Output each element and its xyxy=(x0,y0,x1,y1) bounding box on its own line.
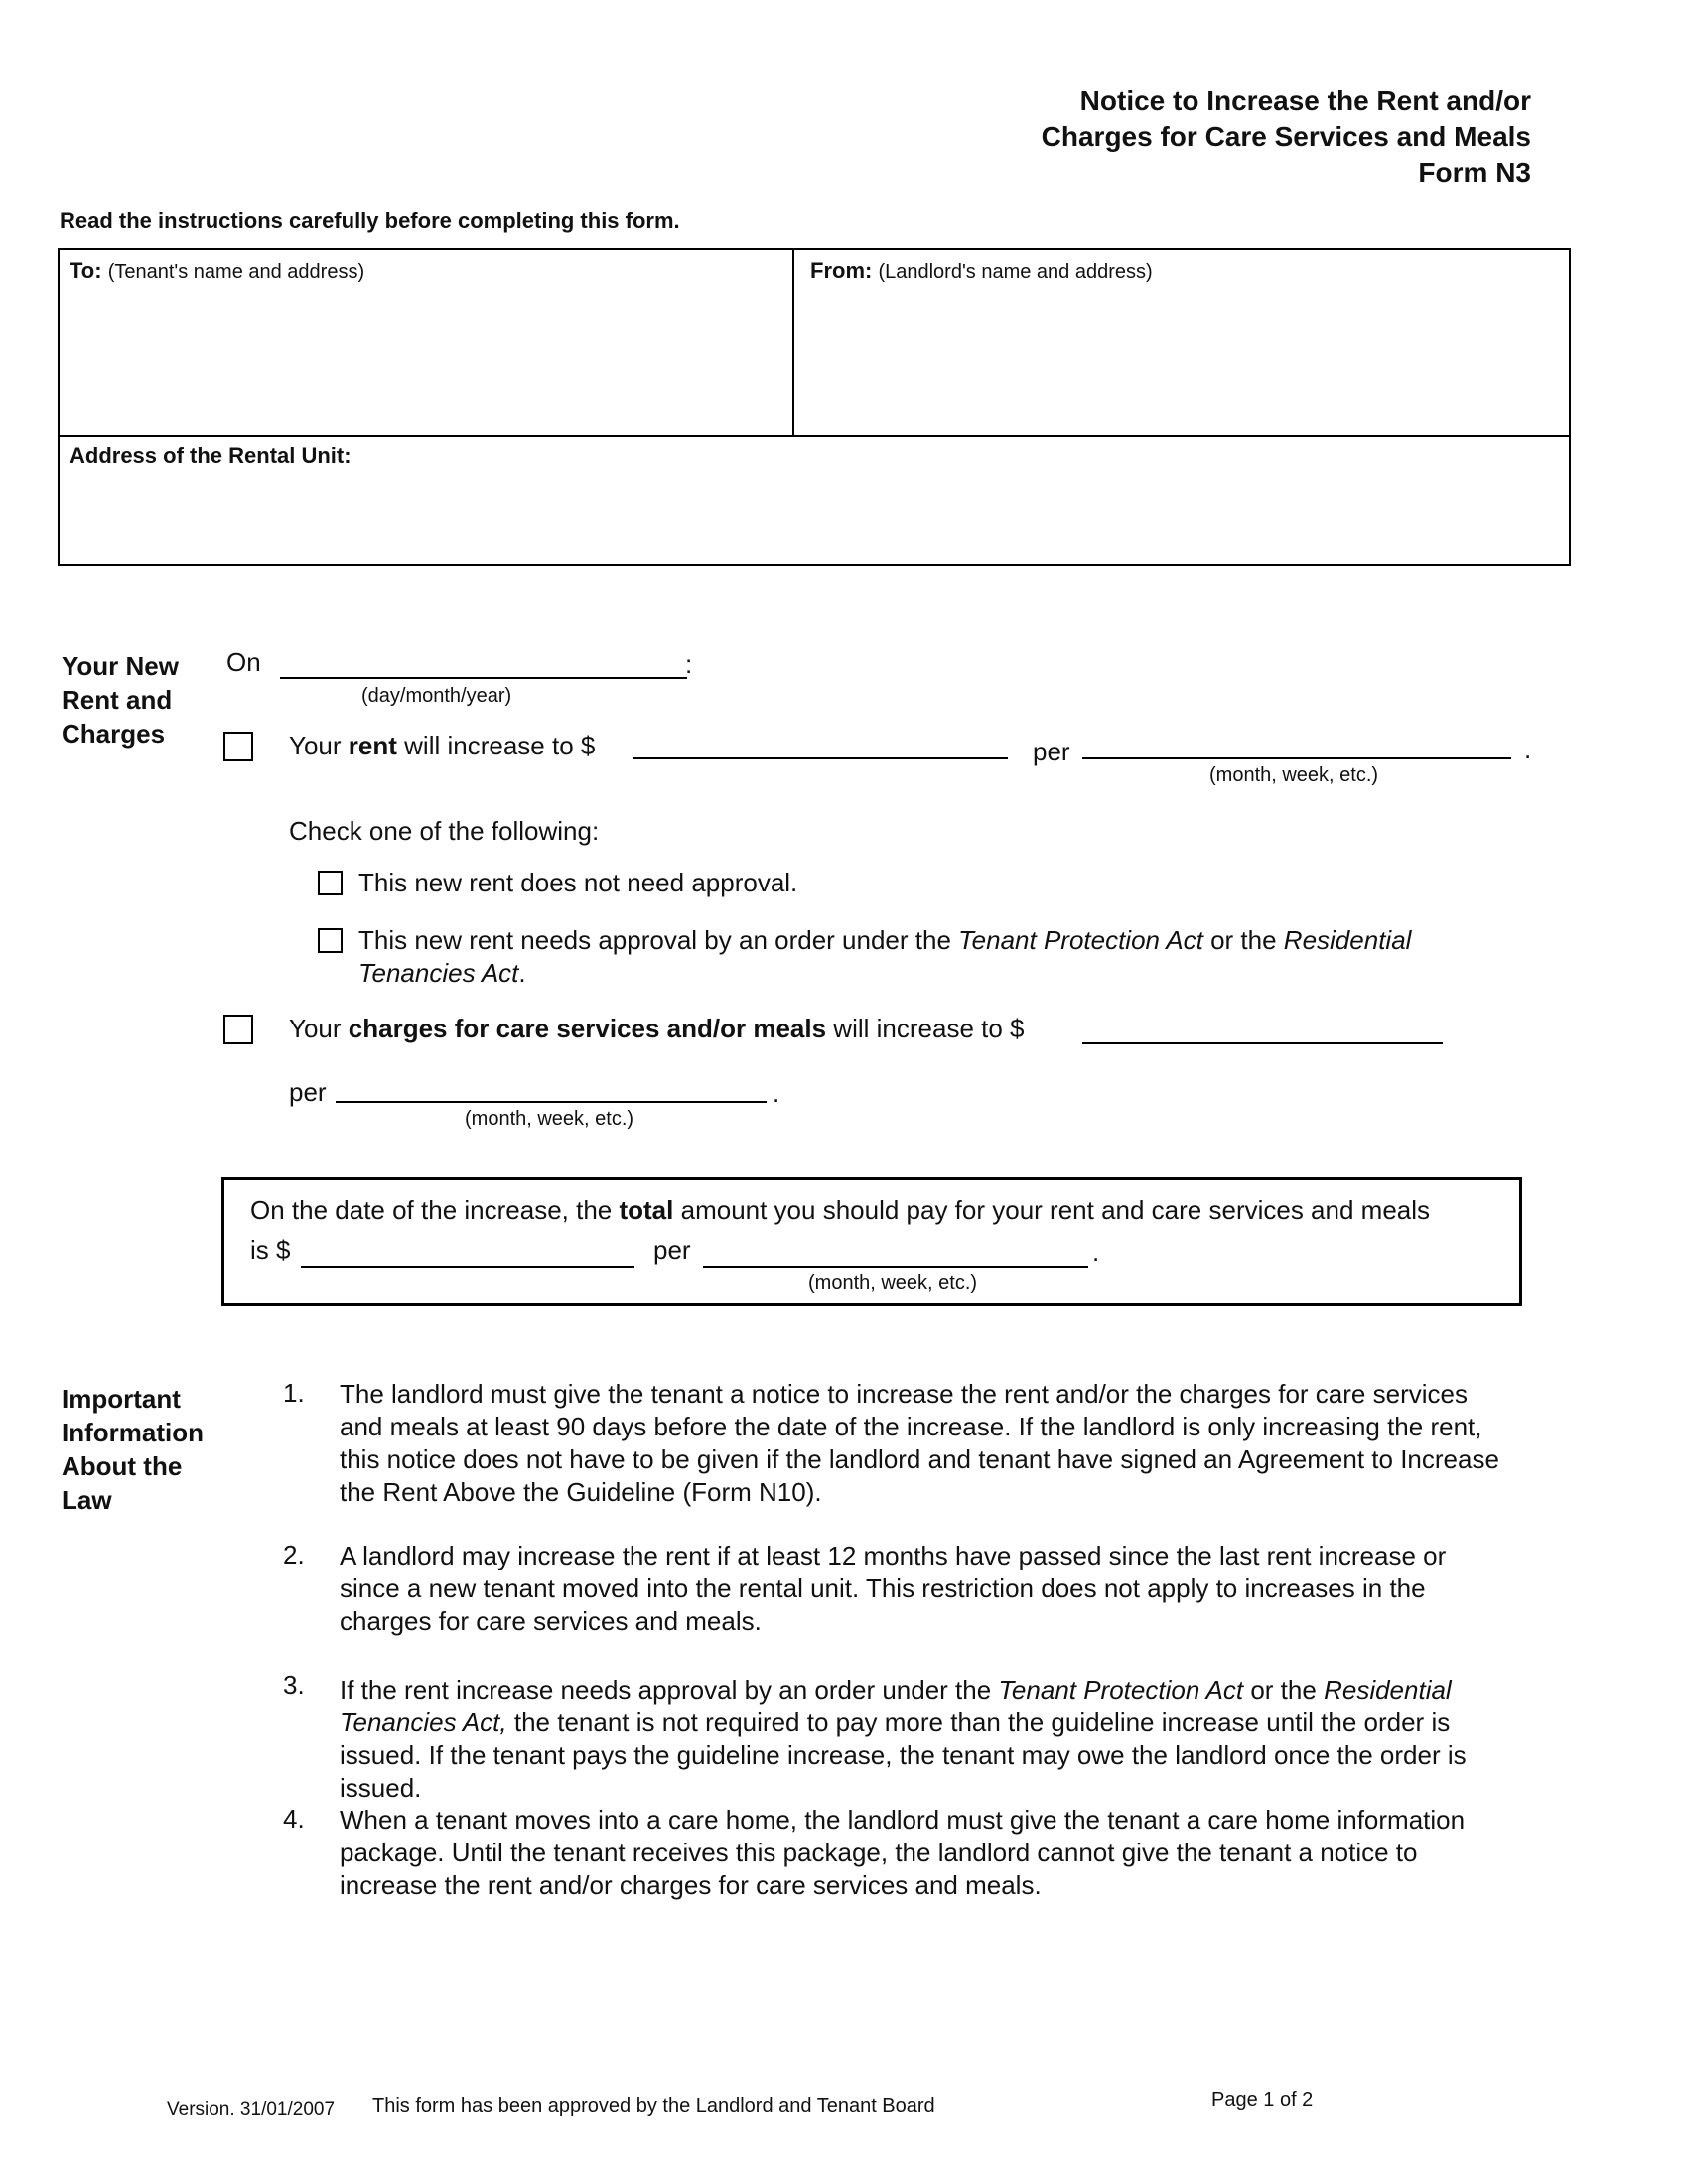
total-per-label: per xyxy=(653,1235,691,1265)
needs-approval-act1: Tenant Protection Act xyxy=(958,925,1203,955)
check-one-label: Check one of the following: xyxy=(289,816,600,846)
item-4-number: 4. xyxy=(283,1804,305,1834)
item-3-line-3: issued. If the tenant pays the guideline increase, the tenant may owe the landlord once the order is xyxy=(340,1740,1467,1770)
charges-increase-checkbox[interactable] xyxy=(223,1015,253,1044)
tenant-field[interactable] xyxy=(60,250,794,437)
section-title-important-line-3: About the xyxy=(62,1451,183,1481)
total-period-hint: (month, week, etc.) xyxy=(808,1272,978,1294)
needs-approval-text-line-1 xyxy=(358,925,1411,956)
rent-suffix: will increase to $ xyxy=(404,731,596,760)
item-3-prefix: If the rent increase needs approval by an order under the xyxy=(340,1675,992,1705)
item-3-act2a: Residential xyxy=(1324,1675,1452,1705)
charges-period-input[interactable] xyxy=(336,1101,767,1103)
section-title-important-line-4: Law xyxy=(62,1485,112,1515)
item-4-line-1: When a tenant moves into a care home, the landlord must give the tenant a care home information xyxy=(340,1805,1466,1835)
total-bold: total xyxy=(619,1195,674,1225)
charges-increase-text xyxy=(289,1014,1025,1044)
item-2-line-2: since a new tenant moved into the rental unit. This restriction does not apply to increases in the xyxy=(340,1573,1426,1603)
needs-approval-act2a: Residential xyxy=(1283,925,1412,955)
charges-bold: charges for care services and/or meals xyxy=(348,1014,827,1043)
section-title-important-line-2: Information xyxy=(62,1418,204,1447)
total-text-line-1 xyxy=(250,1195,1430,1226)
form-title-line-1: Notice to Increase the Rent and/or xyxy=(1079,85,1531,116)
item-3-text xyxy=(340,1674,1581,1805)
item-3-line-1 xyxy=(340,1674,1581,1706)
item-1-line-2: and meals at least 90 days before the date of the increase. If the landlord is only increasing the rent, xyxy=(340,1412,1482,1441)
item-4-line-3: increase the rent and/or charges for care services and meals. xyxy=(340,1870,1042,1900)
date-colon: : xyxy=(685,649,693,679)
charges-per-label: per xyxy=(289,1077,327,1107)
item-4-line-2: package. Until the tenant receives this package, the landlord cannot give the tenant a notice to xyxy=(340,1838,1418,1867)
form-title-line-2: Charges for Care Services and Meals xyxy=(1041,121,1531,152)
section-title-new-rent-line-3: Charges xyxy=(62,719,166,749)
needs-approval-end: . xyxy=(518,958,526,988)
item-2-line-3: charges for care services and meals. xyxy=(340,1606,762,1636)
form-id: Form N3 xyxy=(1418,157,1531,188)
rent-increase-text xyxy=(289,731,595,761)
rent-per-label: per xyxy=(1033,737,1070,766)
on-label: On xyxy=(226,647,261,677)
item-1-number: 1. xyxy=(283,1378,305,1408)
section-title-important-line-1: Important xyxy=(62,1384,181,1414)
section-title-new-rent xyxy=(62,649,179,751)
total-suffix: amount you should pay for your rent and care services and meals xyxy=(680,1195,1431,1225)
item-3-act2b: Tenancies Act, xyxy=(340,1707,507,1737)
section-title-new-rent-line-1: Your New xyxy=(62,651,179,681)
item-3-act1: Tenant Protection Act xyxy=(998,1675,1244,1705)
charges-period-hint: (month, week, etc.) xyxy=(465,1108,634,1130)
from-hint: (Landlord's name and address) xyxy=(878,261,1153,283)
item-2-number: 2. xyxy=(283,1540,305,1570)
instructions-text: Read the instructions carefully before completing this form. xyxy=(60,208,680,233)
section-title-important xyxy=(62,1382,204,1517)
section-title-new-rent-line-2: Rent and xyxy=(62,685,173,715)
no-approval-text: This new rent does not need approval. xyxy=(358,868,798,897)
from-label: From: xyxy=(810,258,873,283)
item-3-line-4: issued. xyxy=(340,1773,422,1803)
item-3-or: or the xyxy=(1250,1675,1317,1705)
rent-bold: rent xyxy=(348,731,397,760)
total-prefix: On the date of the increase, the xyxy=(250,1195,613,1225)
total-period-input[interactable] xyxy=(703,1266,1088,1268)
item-1-line-3: this notice does not have to be given if the landlord and tenant have signed an Agreement to Increase xyxy=(340,1444,1499,1474)
charges-suffix: will increase to $ xyxy=(833,1014,1025,1043)
needs-approval-act2b: Tenancies Act xyxy=(358,958,519,988)
total-is-label: is $ xyxy=(250,1235,291,1265)
parties-box xyxy=(58,248,1571,566)
rent-period-input[interactable] xyxy=(1082,757,1511,759)
item-2-text xyxy=(340,1540,1581,1638)
item-3-line-2 xyxy=(340,1706,1581,1739)
needs-approval-text-line-2 xyxy=(358,958,526,989)
item-1-text xyxy=(340,1378,1581,1509)
item-1-line-1: The landlord must give the tenant a notice to increase the rent and/or the charges for care services xyxy=(340,1379,1468,1409)
rental-unit-address-field[interactable] xyxy=(60,437,1569,564)
total-amount-input[interactable] xyxy=(301,1266,634,1268)
item-2-line-1: A landlord may increase the rent if at least 12 months have passed since the last rent increase or xyxy=(340,1541,1447,1570)
rent-prefix: Your xyxy=(289,731,342,760)
charges-period-end: . xyxy=(773,1078,780,1108)
item-1-line-4: the Rent Above the Guideline (Form N10). xyxy=(340,1477,822,1507)
rent-period-end: . xyxy=(1524,735,1532,764)
footer-page-number: Page 1 of 2 xyxy=(1211,2089,1314,2111)
needs-approval-or: or the xyxy=(1210,925,1277,955)
new-rent-amount-input[interactable] xyxy=(633,757,1008,759)
needs-approval-checkbox[interactable] xyxy=(318,928,343,953)
new-charges-amount-input[interactable] xyxy=(1082,1042,1443,1044)
no-approval-checkbox[interactable] xyxy=(318,871,343,895)
address-label: Address of the Rental Unit: xyxy=(70,443,352,468)
item-4-text xyxy=(340,1804,1581,1902)
footer-version: Version. 31/01/2007 xyxy=(167,2099,336,2119)
item-3-rest: the tenant is not required to pay more than the guideline increase until the order is xyxy=(513,1707,1451,1737)
rent-increase-checkbox[interactable] xyxy=(223,732,253,761)
item-3-number: 3. xyxy=(283,1670,305,1700)
footer-approval: This form has been approved by the Landlord and Tenant Board xyxy=(372,2095,935,2116)
rent-period-hint: (month, week, etc.) xyxy=(1209,764,1379,786)
effective-date-input[interactable] xyxy=(280,677,687,679)
total-period-end: . xyxy=(1092,1237,1100,1267)
to-hint: (Tenant's name and address) xyxy=(107,261,365,283)
date-hint: (day/month/year) xyxy=(361,685,512,707)
to-label: To: xyxy=(70,258,102,283)
needs-approval-prefix: This new rent needs approval by an order under the xyxy=(358,925,951,955)
landlord-field[interactable] xyxy=(794,250,1569,437)
charges-prefix: Your xyxy=(289,1014,342,1043)
